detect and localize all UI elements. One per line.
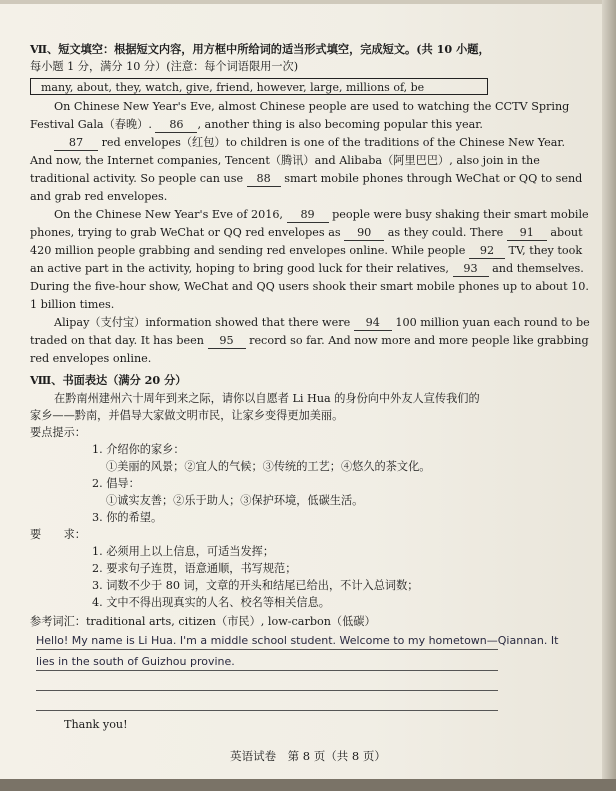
- writing-line-2-text: lies in the south of Guizhou provine.: [36, 655, 235, 668]
- p4-line-2-post: record so far. And now more and more people like grabbing: [249, 334, 589, 347]
- section-7-heading: Ⅶ、短文填空：根据短文内容，用方框中所给词的适当形式填空，完成短文。(共 10 小题，: [30, 42, 490, 56]
- p3-line-4-post: and themselves.: [492, 262, 584, 275]
- writing-line-1-text: Hello! My name is Li Hua. I'm a middle school student. Welcome to my hometown—Qiannan. It: [36, 634, 559, 647]
- p3-line-5: During the five-hour show, WeChat and QQ users shook their smart mobile phones up to about 10.: [30, 280, 589, 293]
- p4-line-2-pre: traded on that day. It has been: [30, 334, 204, 347]
- p2-line-3-post: smart mobile phones through WeChat or QQ to send: [284, 172, 583, 185]
- p1-line-2-pre: Festival Gala（春晚）.: [30, 118, 152, 131]
- p3-line-3: [30, 244, 590, 259]
- blank-87[interactable]: 87: [54, 136, 98, 151]
- p3-line-4-pre: an active part in the activity, hoping to bring good luck for their relatives,: [30, 262, 449, 275]
- p3-line-1-pre: On the Chinese New Year's Eve of 2016,: [54, 208, 283, 221]
- p3-line-2-post: about: [550, 226, 583, 239]
- page-top-edge: [0, 0, 616, 4]
- p1-line-1: On Chinese New Year's Eve, almost Chinese people are used to watching the CCTV Spring: [54, 100, 570, 113]
- p2-line-4: and grab red envelopes.: [30, 190, 168, 203]
- p3-line-1-post: people were busy shaking their smart mobile: [332, 208, 589, 221]
- p3-line-3-post: TV, they took: [508, 244, 583, 257]
- p3-line-2: [30, 226, 590, 241]
- blank-88[interactable]: 88: [247, 172, 281, 187]
- p4-line-1-pre: Alipay（支付宝）information showed that there were: [54, 316, 351, 329]
- section-7-heading-cont: 每小题 1 分，满分 10 分）(注意：每个词语限用一次): [30, 60, 299, 73]
- p2-line-1-post: red envelopes（红包）to children is one of the traditions of the Chinese New Year.: [101, 136, 566, 149]
- p4-line-3: red envelopes online.: [30, 352, 152, 365]
- section-8-intro-2: 家乡——黔南，并倡导大家做文明市民，让家乡变得更加美丽。: [30, 409, 344, 422]
- blank-89[interactable]: 89: [287, 208, 329, 223]
- word-bank-box: many, about, they, watch, give, friend, however, large, millions of, be: [30, 78, 488, 95]
- p3-line-6: 1 billion times.: [30, 298, 115, 311]
- reference-vocabulary: 参考词汇：traditional arts, citizen（市民）, low-carbon（低碳）: [30, 615, 376, 628]
- writing-rule-1: [36, 649, 498, 650]
- blank-93[interactable]: 93: [453, 262, 489, 277]
- point-2-details: ①诚实友善；②乐于助人；③保护环境，低碳生活。: [106, 494, 364, 507]
- blank-95[interactable]: 95: [208, 334, 246, 349]
- blank-90[interactable]: 90: [344, 226, 384, 241]
- requirement-1: 1. 必须用上以上信息，可适当发挥；: [92, 545, 275, 558]
- writing-rule-2[interactable]: [36, 670, 498, 671]
- point-3: 3. 你的希望。: [92, 511, 163, 524]
- p3-line-3-pre: 420 million people grabbing and sending red envelopes online. While people: [30, 244, 466, 257]
- section-8-heading: Ⅷ、书面表达（满分 20 分）: [30, 373, 187, 387]
- point-2: 2. 倡导：: [92, 477, 140, 490]
- writing-rule-4[interactable]: [36, 710, 498, 711]
- p1-line-2-post: , another thing is also becoming popular this year.: [197, 118, 483, 131]
- p2-line-3-pre: traditional activity. So people can use: [30, 172, 244, 185]
- blank-94[interactable]: 94: [354, 316, 392, 331]
- p4-line-1: [30, 316, 614, 331]
- p2-line-3: [30, 172, 590, 187]
- writing-rule-3[interactable]: [36, 690, 498, 691]
- p3-line-2-pre: phones, trying to grab WeChat or QQ red envelopes as: [30, 226, 341, 239]
- p3-line-4: [30, 262, 590, 277]
- requirement-4: 4. 文中不得出现真实的人名、校名等相关信息。: [92, 596, 330, 609]
- point-1: 1. 介绍你的家乡：: [92, 443, 185, 456]
- p4-line-2: [30, 334, 590, 349]
- page-right-edge: [602, 0, 616, 791]
- closing-text: Thank you!: [64, 718, 128, 731]
- p2-line-1: [30, 136, 614, 151]
- p1-line-2: [30, 118, 590, 133]
- points-label: 要点提示：: [30, 426, 86, 439]
- requirements-label: 要 求：: [30, 528, 86, 541]
- p2-line-2: And now, the Internet companies, Tencent（腾讯）and Alibaba（阿里巴巴）, also join in the: [30, 154, 540, 167]
- page-footer: 英语试卷 第 8 页（共 8 页）: [230, 749, 386, 763]
- p3-line-2-mid: as they could. There: [387, 226, 504, 239]
- section-8-intro-1: 在黔南州建州六十周年到来之际，请你以自愿者 Li Hua 的身份向中外友人宣传我们的: [54, 392, 480, 405]
- blank-91[interactable]: 91: [507, 226, 547, 241]
- requirement-2: 2. 要求句子连贯，语意通顺，书写规范；: [92, 562, 297, 575]
- point-1-details: ①美丽的风景；②宜人的气候；③传统的工艺；④悠久的茶文化。: [106, 460, 431, 473]
- requirement-3: 3. 词数不少于 80 词，文章的开头和结尾已给出，不计入总词数；: [92, 579, 419, 592]
- blank-86[interactable]: 86: [155, 118, 197, 133]
- page-bottom-edge: [0, 779, 616, 791]
- blank-92[interactable]: 92: [469, 244, 505, 259]
- p3-line-1: [30, 208, 614, 223]
- p4-line-1-post: 100 million yuan each round to be: [395, 316, 590, 329]
